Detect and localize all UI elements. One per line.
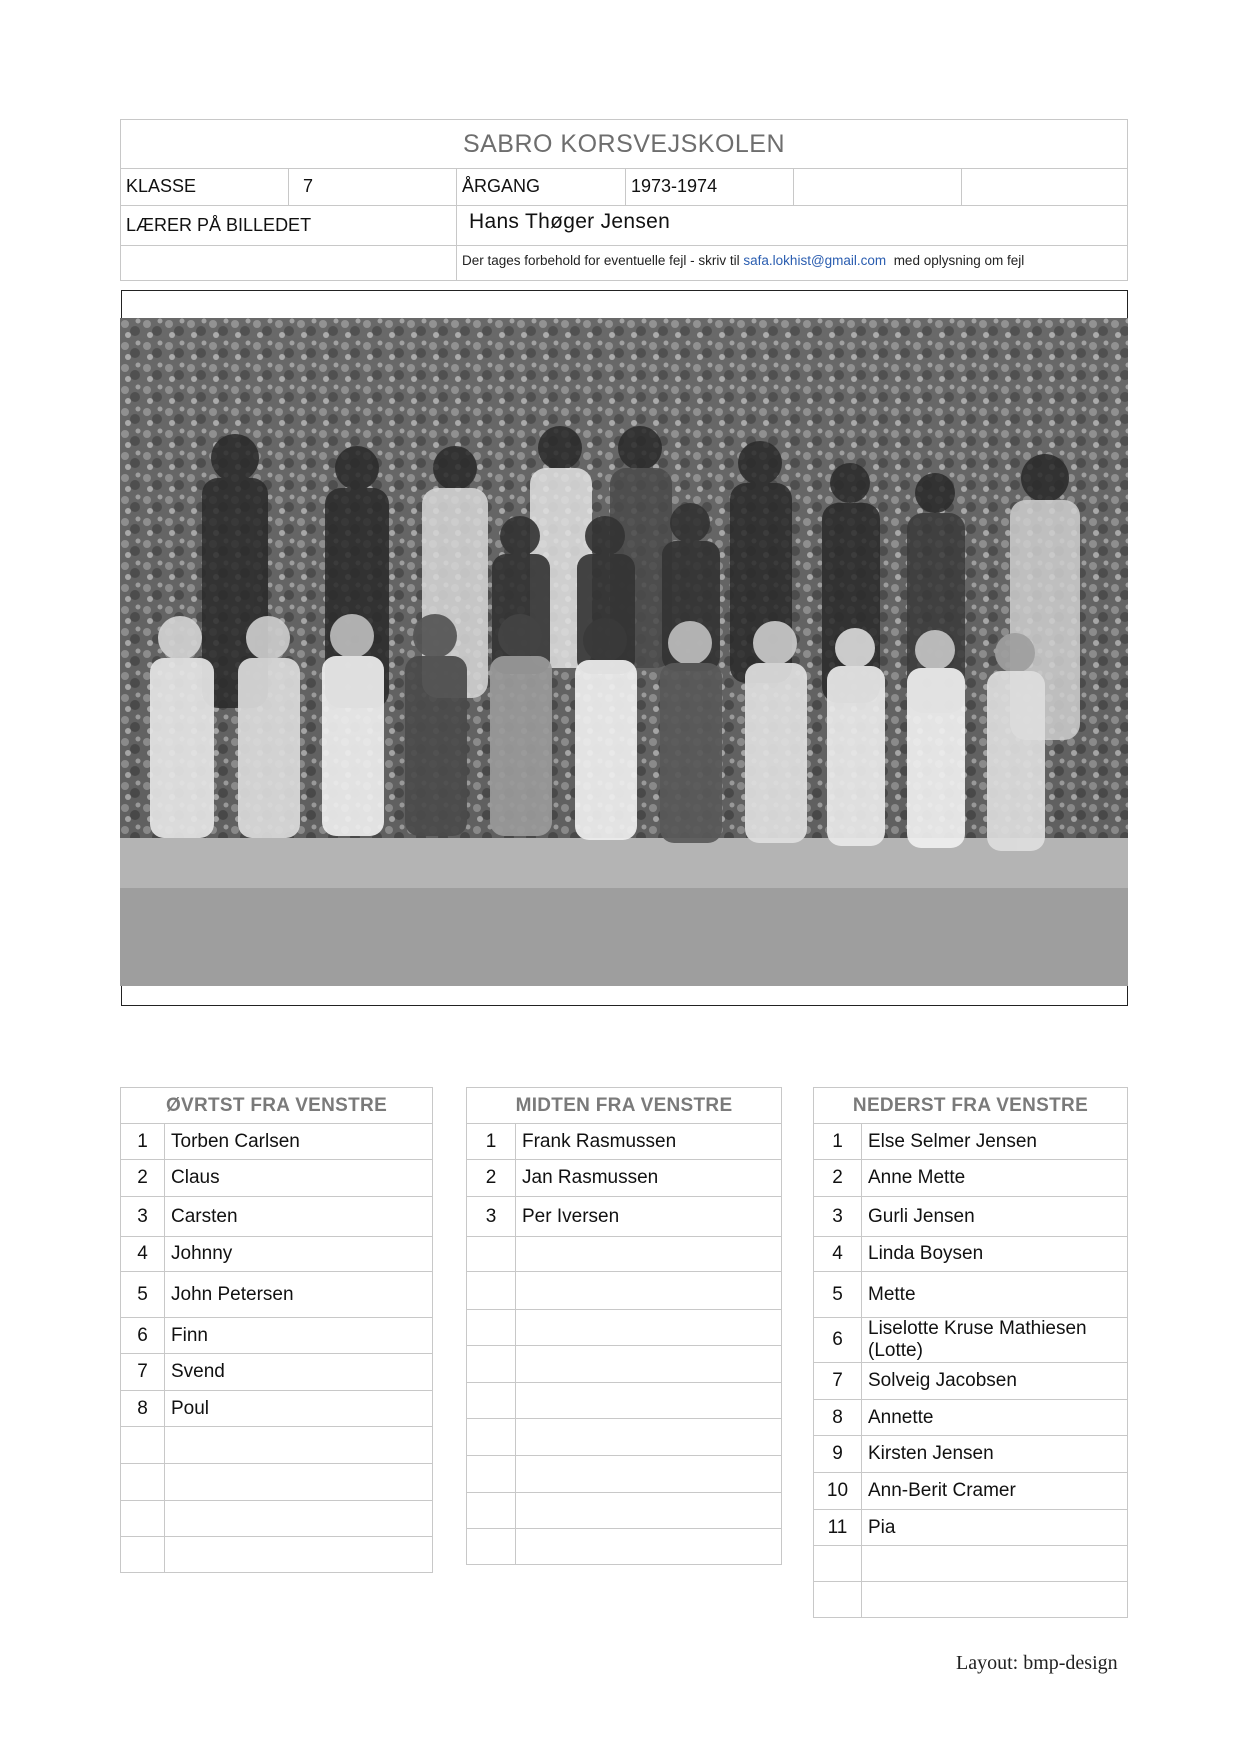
teacher-label: LÆRER PÅ BILLEDET bbox=[126, 215, 312, 235]
list-number: 3 bbox=[121, 1197, 165, 1237]
list-number: 4 bbox=[121, 1237, 165, 1272]
list-number bbox=[467, 1456, 516, 1493]
teacher-row bbox=[121, 205, 1127, 246]
student-name bbox=[862, 1582, 1128, 1618]
list-number bbox=[467, 1237, 516, 1272]
list-middle-row-title: MIDTEN FRA VENSTRE bbox=[467, 1088, 782, 1124]
list-number bbox=[467, 1493, 516, 1529]
list-number: 9 bbox=[814, 1436, 862, 1473]
student-name: Gurli Jensen bbox=[862, 1197, 1128, 1237]
student-name: Frank Rasmussen bbox=[516, 1124, 782, 1160]
student-name bbox=[165, 1501, 433, 1537]
teacher-name: Hans Thøger Jensen bbox=[456, 205, 1127, 245]
list-number bbox=[467, 1419, 516, 1456]
class-label: KLASSE bbox=[126, 176, 197, 196]
list-number: 5 bbox=[121, 1272, 165, 1318]
student-name bbox=[516, 1456, 782, 1493]
list-number: 2 bbox=[121, 1160, 165, 1197]
list-number bbox=[467, 1346, 516, 1383]
student-name bbox=[165, 1427, 433, 1464]
class-photo-drawing bbox=[120, 318, 1128, 986]
list-number bbox=[121, 1464, 165, 1501]
list-bottom-row-title: NEDERST FRA VENSTRE bbox=[814, 1088, 1128, 1124]
disclaimer-note bbox=[456, 245, 1127, 281]
student-name: Else Selmer Jensen bbox=[862, 1124, 1128, 1160]
student-name bbox=[516, 1310, 782, 1346]
student-name: Poul bbox=[165, 1391, 433, 1427]
student-name bbox=[516, 1493, 782, 1529]
student-name bbox=[516, 1272, 782, 1310]
list-number: 2 bbox=[814, 1160, 862, 1197]
list-number: 7 bbox=[121, 1354, 165, 1391]
student-name bbox=[516, 1237, 782, 1272]
list-middle-row bbox=[466, 1087, 782, 1565]
list-number bbox=[467, 1272, 516, 1310]
student-name bbox=[862, 1546, 1128, 1582]
list-number: 1 bbox=[814, 1124, 862, 1160]
student-name bbox=[516, 1529, 782, 1565]
list-number bbox=[467, 1383, 516, 1419]
class-value: 7 bbox=[288, 168, 456, 205]
list-number bbox=[121, 1501, 165, 1537]
student-name: Finn bbox=[165, 1318, 433, 1354]
list-number: 8 bbox=[814, 1400, 862, 1436]
student-name: Claus bbox=[165, 1160, 433, 1197]
student-name: Jan Rasmussen bbox=[516, 1160, 782, 1197]
student-name bbox=[165, 1537, 433, 1573]
empty-cell-1 bbox=[793, 168, 961, 205]
list-number: 3 bbox=[814, 1197, 862, 1237]
list-number: 7 bbox=[814, 1363, 862, 1400]
list-number: 2 bbox=[467, 1160, 516, 1197]
student-name: Ann-Berit Cramer bbox=[862, 1473, 1128, 1510]
student-name: Svend bbox=[165, 1354, 433, 1391]
note-empty-cell bbox=[121, 245, 456, 281]
year-label: ÅRGANG bbox=[456, 168, 625, 205]
student-name: Kirsten Jensen bbox=[862, 1436, 1128, 1473]
student-name bbox=[516, 1383, 782, 1419]
class-row bbox=[121, 168, 1127, 206]
year-value: 1973-1974 bbox=[625, 168, 793, 205]
student-name: Liselotte Kruse Mathiesen (Lotte) bbox=[862, 1318, 1128, 1363]
note-prefix: Der tages forbehold for eventuelle fejl - skriv til bbox=[462, 253, 740, 268]
list-number bbox=[814, 1582, 862, 1618]
student-name: Per Iversen bbox=[516, 1197, 782, 1237]
contact-email-link[interactable]: safa.lokhist@gmail.com bbox=[743, 253, 887, 268]
student-name: Solveig Jacobsen bbox=[862, 1363, 1128, 1400]
student-name: Pia bbox=[862, 1510, 1128, 1546]
header-box bbox=[120, 119, 1128, 281]
list-number: 3 bbox=[467, 1197, 516, 1237]
empty-cell-2 bbox=[961, 168, 1129, 205]
list-number bbox=[121, 1537, 165, 1573]
student-name: John Petersen bbox=[165, 1272, 433, 1318]
list-number: 5 bbox=[814, 1272, 862, 1318]
student-name bbox=[516, 1419, 782, 1456]
student-name: Linda Boysen bbox=[862, 1237, 1128, 1272]
student-name bbox=[165, 1464, 433, 1501]
list-number: 6 bbox=[121, 1318, 165, 1354]
student-name bbox=[516, 1346, 782, 1383]
list-number: 10 bbox=[814, 1473, 862, 1510]
student-name: Torben Carlsen bbox=[165, 1124, 433, 1160]
list-number: 11 bbox=[814, 1510, 862, 1546]
list-number: 8 bbox=[121, 1391, 165, 1427]
list-top-row-title: ØVRTST FRA VENSTRE bbox=[121, 1088, 433, 1124]
list-number bbox=[814, 1546, 862, 1582]
student-name: Johnny bbox=[165, 1237, 433, 1272]
student-name: Anne Mette bbox=[862, 1160, 1128, 1197]
list-top-row bbox=[120, 1087, 433, 1573]
list-number bbox=[121, 1427, 165, 1464]
student-name: Annette bbox=[862, 1400, 1128, 1436]
note-suffix: med oplysning om fejl bbox=[893, 253, 1025, 268]
student-name: Carsten bbox=[165, 1197, 433, 1237]
list-number: 1 bbox=[121, 1124, 165, 1160]
note-row bbox=[121, 245, 1127, 281]
list-number: 1 bbox=[467, 1124, 516, 1160]
layout-credit: Layout: bmp-design bbox=[956, 1652, 1118, 1674]
list-number: 6 bbox=[814, 1318, 862, 1363]
list-number bbox=[467, 1529, 516, 1565]
list-bottom-row bbox=[813, 1087, 1128, 1618]
list-number bbox=[467, 1310, 516, 1346]
student-name: Mette bbox=[862, 1272, 1128, 1318]
list-number: 4 bbox=[814, 1237, 862, 1272]
school-title: SABRO KORSVEJSKOLEN bbox=[121, 120, 1127, 169]
class-photo bbox=[120, 318, 1128, 986]
